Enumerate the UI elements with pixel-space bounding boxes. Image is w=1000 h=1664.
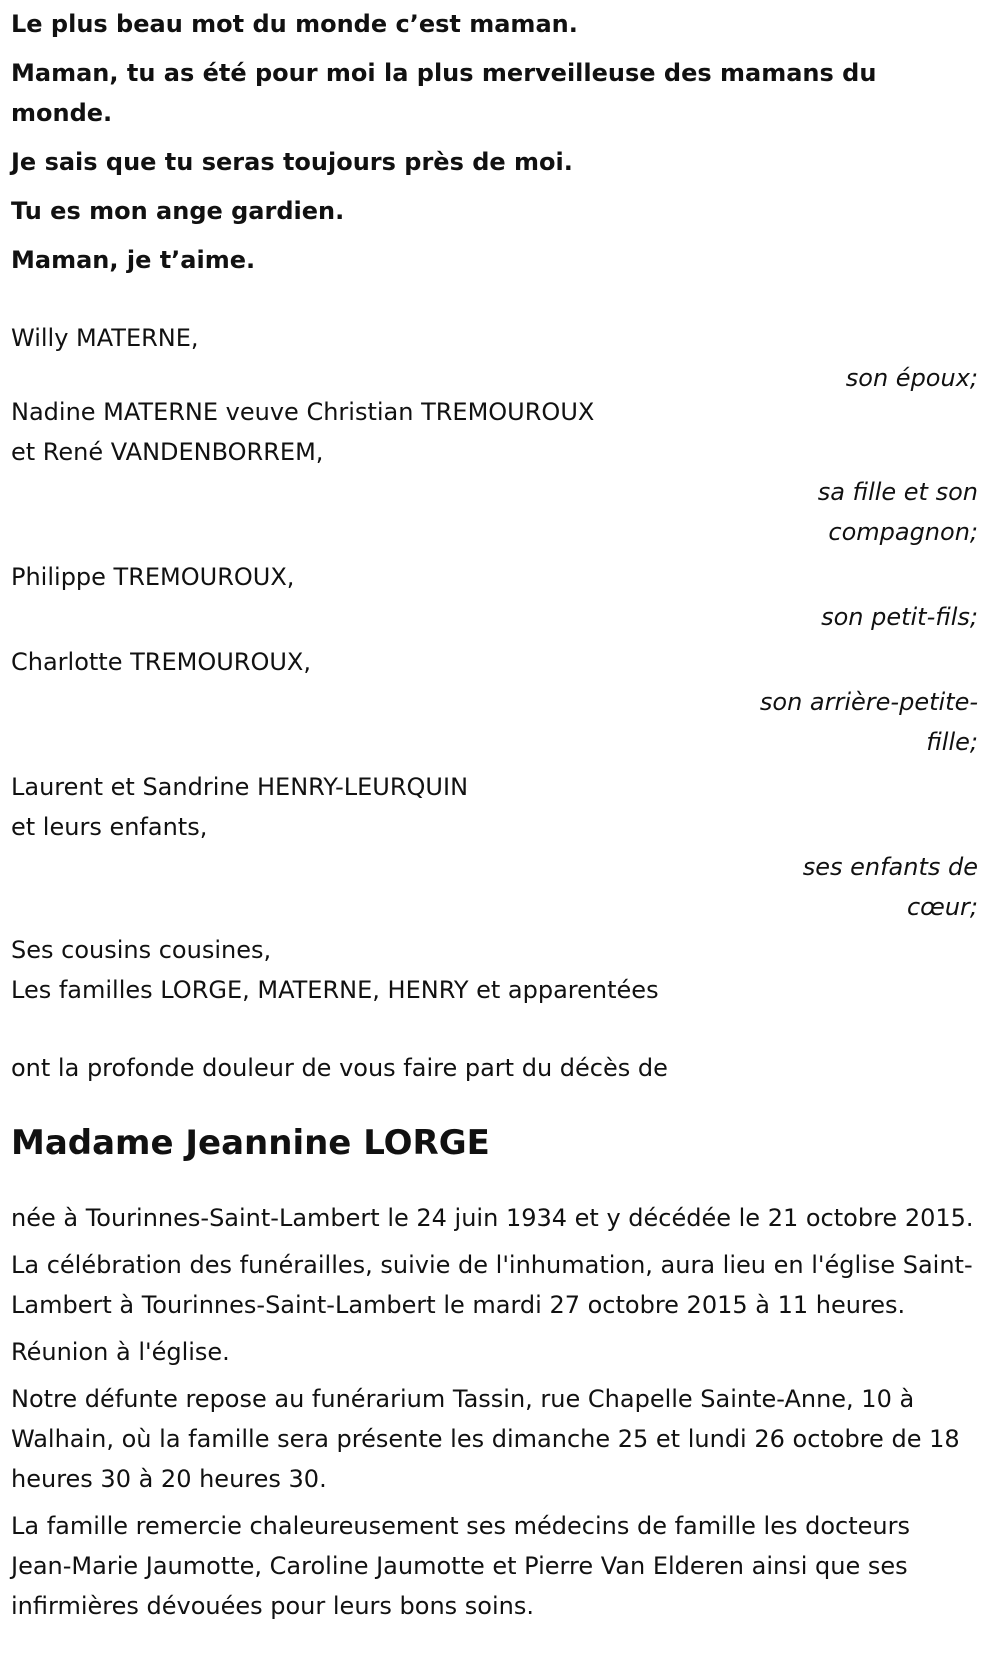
birth-death-info: née à Tourinnes-Saint-Lambert le 24 juin 1934 et y décédée le 21 octobre 2015.: [11, 1204, 974, 1232]
funerarium-info: Notre défunte repose au funérarium Tassin, rue Chapelle Sainte-Anne, 10 à Walhain, où la famille sera présente les dimanche 25 et lundi 26 octobre de 18 heures 30 à 20 heures 30.: [11, 1385, 960, 1493]
deceased-name: Madame Jeannine LORGE: [11, 1123, 490, 1163]
intro-line: Le plus beau mot du monde c’est maman.: [11, 10, 578, 38]
intro-line: Maman, tu as été pour moi la plus merveilleuse des mamans du monde.: [11, 59, 877, 127]
member-name: Charlotte TREMOUROUX,: [11, 648, 311, 676]
family-list: [11, 318, 978, 927]
member-name: Philippe TREMOUROUX,: [11, 563, 295, 591]
funeral-details: [11, 1198, 978, 1626]
family-member: [11, 557, 978, 637]
families-line: Les familles LORGE, MATERNE, HENRY et apparentées: [11, 976, 659, 1004]
thanks-info: La famille remercie chaleureusement ses médecins de famille les docteurs Jean-Marie Jaumotte, Caroline Jaumotte et Pierre Van Elderen ainsi que ses infirmières dévouées pour leurs bons soins.: [11, 1512, 910, 1620]
ceremony-info: La célébration des funérailles, suivie de l'inhumation, aura lieu en l'église Saint-Lambert à Tourinnes-Saint-Lambert le mardi 27 octobre 2015 à 11 heures.: [11, 1251, 973, 1319]
meeting-info: Réunion à l'église.: [11, 1338, 230, 1366]
member-relation: son époux;: [845, 364, 978, 392]
family-member: [11, 767, 978, 927]
member-name-line2: et leurs enfants,: [11, 813, 208, 841]
obituary-page: [0, 4, 1000, 1664]
intro-line: Tu es mon ange gardien.: [11, 197, 345, 225]
intro-poem: [11, 4, 978, 280]
family-member: [11, 318, 978, 398]
member-relation: sa fille et son compagnon;: [817, 478, 978, 546]
intro-line: Maman, je t’aime.: [11, 246, 256, 274]
extended-family: [11, 930, 978, 1010]
announcement-text: ont la profonde douleur de vous faire part du décès de: [11, 1054, 668, 1082]
family-member: [11, 642, 978, 762]
intro-line: Je sais que tu seras toujours près de moi.: [11, 148, 573, 176]
member-relation: ses enfants de cœur;: [802, 853, 978, 921]
member-relation: son petit-fils;: [821, 603, 978, 631]
member-name: Willy MATERNE,: [11, 324, 199, 352]
member-relation: son arrière-petite-fille;: [759, 688, 978, 756]
member-name: Laurent et Sandrine HENRY-LEURQUIN: [11, 773, 469, 801]
member-name-line2: et René VANDENBORREM,: [11, 438, 324, 466]
member-name: Nadine MATERNE veuve Christian TREMOUROUX: [11, 398, 595, 426]
family-member: [11, 392, 978, 552]
cousins-line: Ses cousins cousines,: [11, 936, 272, 964]
